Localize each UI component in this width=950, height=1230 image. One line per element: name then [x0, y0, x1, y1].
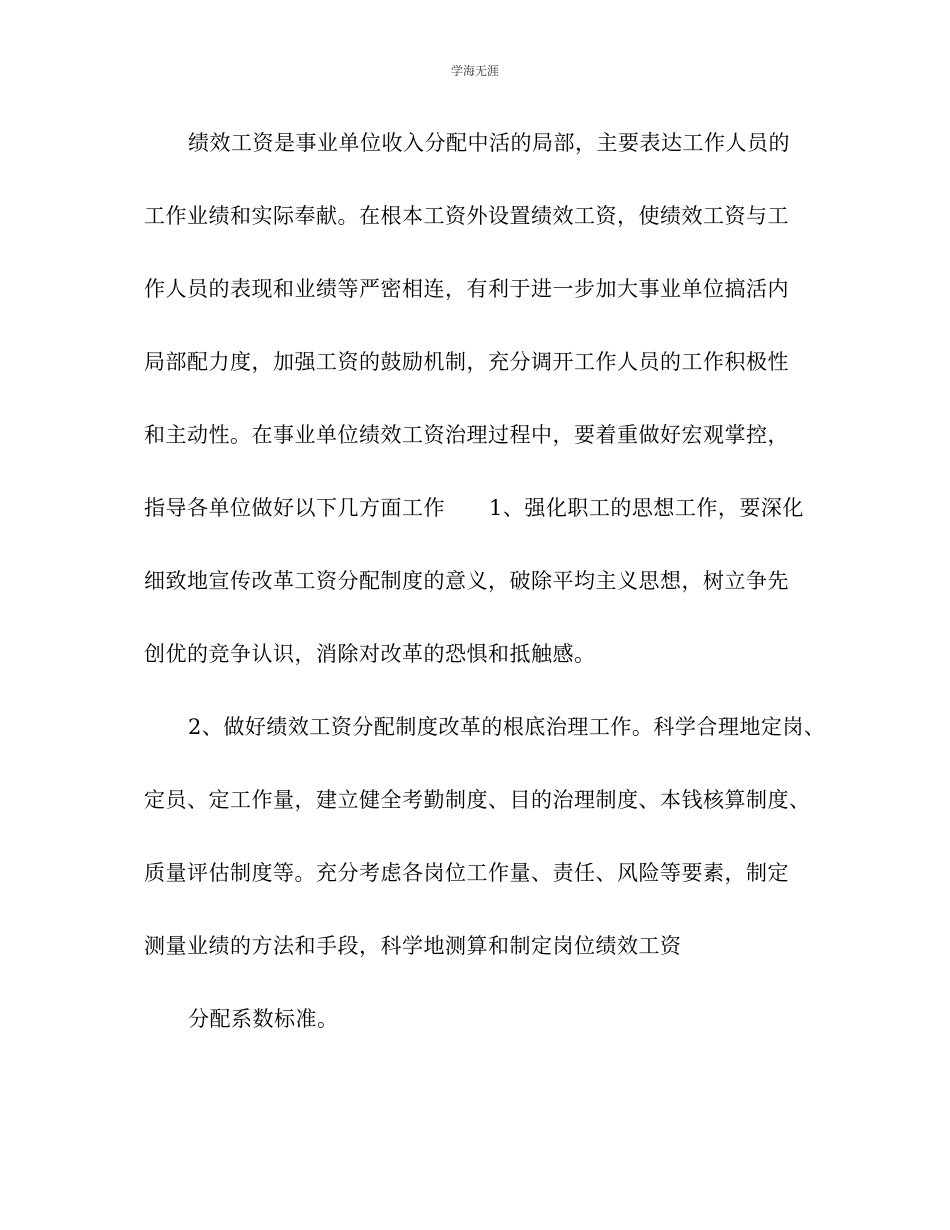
line-segment: 指导各单位做好以下几方面工作	[144, 496, 445, 520]
page-header: 学海无涯	[450, 64, 499, 78]
paragraph-line	[144, 488, 814, 561]
paragraph-line: 作人员的表现和业绩等严密相连，有利于进一步加大事业单位搞活内	[144, 277, 789, 301]
paragraph-line: 定员、定工作量，建立健全考勤制度、目的治理制度、本钱核算制度、	[144, 788, 811, 812]
paragraph-line: 创优的竞争认识，消除对改革的恐惧和抵触感。	[144, 642, 596, 666]
paragraph-line: 局部配力度，加强工资的鼓励机制，充分调开工作人员的工作积极性	[144, 350, 789, 374]
paragraph-line: 细致地宣传改革工资分配制度的意义，破除平均主义思想，树立争先	[144, 569, 789, 593]
paragraph-line: 绩效工资是事业单位收入分配中活的局部，主要表达工作人员的	[188, 131, 790, 155]
paragraph-line: 2、做好绩效工资分配制度改革的根底治理工作。科学合理地定岗、	[188, 715, 826, 739]
paragraph-line: 和主动性。在事业单位绩效工资治理过程中，要着重做好宏观掌控，	[144, 423, 789, 447]
paragraph-line: 质量评估制度等。充分考虑各岗位工作量、责任、风险等要素，制定	[144, 861, 789, 885]
paragraph-line: 测量业绩的方法和手段，科学地测算和制定岗位绩效工资	[144, 934, 682, 958]
paragraph-line: 工作业绩和实际奉献。在根本工资外设置绩效工资，使绩效工资与工	[144, 204, 789, 228]
paragraph-line: 分配系数标准。	[188, 1007, 339, 1031]
line-segment: 1、强化职工的思想工作，要深化	[489, 496, 804, 520]
document-body	[144, 123, 826, 1072]
